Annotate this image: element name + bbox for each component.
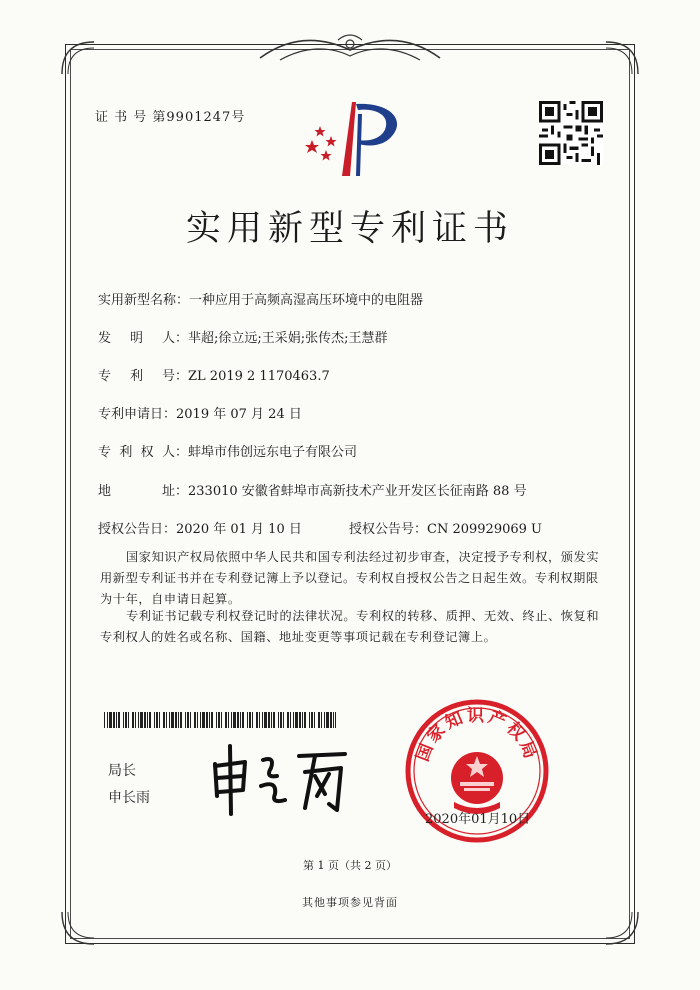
barcode-icon [104, 712, 336, 728]
signatory-title: 局长 [108, 763, 136, 779]
field-grant-number [349, 518, 542, 537]
corner-ornament-icon [602, 38, 642, 78]
field-patent-number [98, 365, 330, 384]
certificate-number [95, 106, 245, 125]
field-label: 发 明 人： [98, 331, 188, 346]
field-label: 实用新型名称： [98, 293, 190, 308]
footer-note: 其他事项参见背面 [302, 896, 398, 909]
field-label: 专 利 权 人： [98, 445, 188, 460]
field-address [98, 480, 527, 499]
field-design-name [98, 289, 423, 308]
field-value: 芈超;徐立远;王采娟;张传杰;王慧群 [188, 331, 388, 346]
field-label: 授权公告号： [349, 522, 428, 537]
seal-date: 2020年01月10日 [425, 812, 531, 827]
cnipa-logo-icon [298, 96, 414, 178]
seal-text: 国家知识产权局 [412, 706, 542, 765]
page-title: 实用新型专利证书 [185, 209, 514, 249]
body-paragraph: 国家知识产权局依照中华人民共和国专利法经过初步审查，决定授予专利权，颁发实用新型专利证书并在专利登记簿上予以登记。专利权自授权公告之日起生效。专利权期限为十年，自申请日起算。 [100, 550, 600, 606]
signatory-name: 申长雨 [108, 790, 150, 806]
field-value: 蚌埠市伟创远东电子有限公司 [188, 445, 358, 460]
top-ornament-icon [250, 30, 450, 70]
field-inventors [98, 327, 388, 346]
field-value: 一种应用于高频高湿高压环境中的电阻器 [189, 293, 424, 308]
field-grant-date [98, 518, 302, 537]
certificate-number-label: 证 书 号 第 [95, 110, 167, 125]
field-value: 2019 年 07 月 24 日 [176, 407, 302, 422]
body-paragraph: 专利证书记载专利权登记时的法律状况。专利权的转移、质押、无效、终止、恢复和专利权人的姓名或名称、国籍、地址变更等事项记载在专利登记簿上。 [100, 609, 600, 644]
corner-ornament-icon [602, 908, 642, 948]
field-value: 233010 安徽省蚌埠市高新技术产业开发区长征南路 88 号 [188, 484, 527, 499]
field-label: 地 址： [98, 484, 188, 499]
field-label: 专 利 号： [98, 369, 188, 384]
page-number: 第 1 页（共 2 页） [303, 859, 397, 872]
corner-ornament-icon [58, 908, 98, 948]
field-value: ZL 2019 2 1170463.7 [188, 369, 330, 384]
field-value: 2020 年 01 月 10 日 [176, 522, 302, 537]
field-value: CN 209929069 U [427, 522, 542, 537]
corner-ornament-icon [58, 38, 98, 78]
field-label: 专利申请日： [98, 407, 177, 422]
certificate-number-suffix: 号 [231, 110, 246, 125]
field-label: 授权公告日： [98, 522, 177, 537]
handwritten-signature-icon [205, 738, 355, 818]
qr-code-icon [539, 101, 603, 165]
field-filing-date [98, 403, 302, 422]
certificate-number-value: 9901247 [166, 110, 232, 125]
field-patentee [98, 441, 357, 460]
